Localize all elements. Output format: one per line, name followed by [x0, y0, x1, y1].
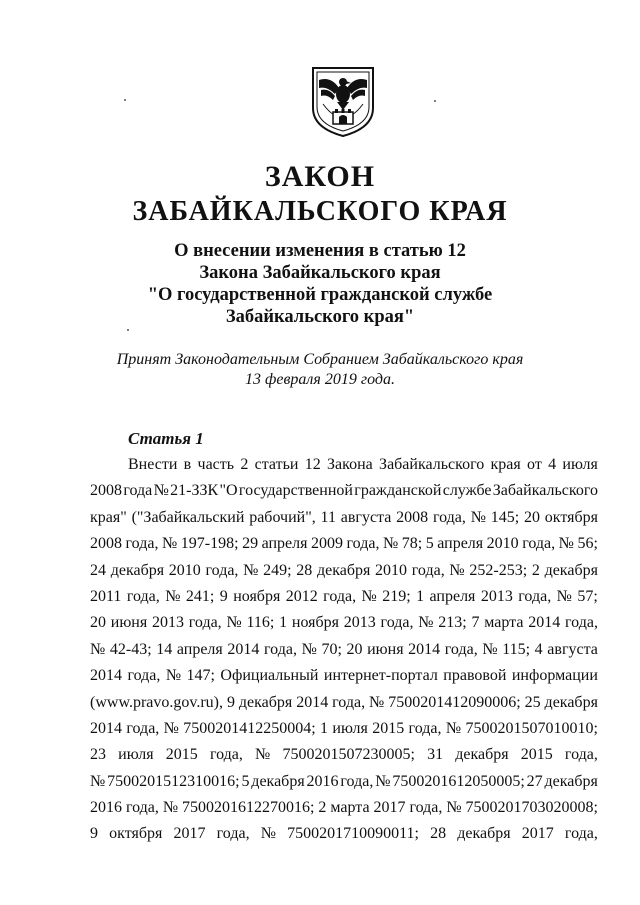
- body-word: 70;: [321, 640, 342, 658]
- body-word: 116;: [246, 614, 275, 632]
- body-line: [90, 478, 598, 504]
- body-word: 28: [430, 825, 447, 843]
- body-word: №: [255, 746, 271, 764]
- body-word: года,: [346, 535, 380, 553]
- body-word: в: [183, 456, 192, 473]
- body-word: года,: [125, 535, 159, 553]
- body-word: года,: [409, 799, 443, 817]
- body-word: 5: [241, 772, 250, 790]
- body-word: года,: [432, 508, 466, 526]
- body-line: [90, 821, 598, 847]
- body-word: 11: [320, 508, 336, 526]
- body-word: 2008: [90, 535, 122, 553]
- body-word: года,: [188, 614, 222, 632]
- body-word: года,: [209, 746, 243, 764]
- body-word: рабочий",: [249, 508, 316, 526]
- body-word: №: [470, 508, 486, 526]
- body-word: 213;: [438, 614, 467, 632]
- body-word: 2017: [521, 825, 554, 843]
- body-word: 27: [526, 772, 543, 790]
- body-word: года,: [332, 693, 366, 711]
- body-word: 78;: [401, 535, 423, 553]
- body-word: декабря: [238, 693, 293, 711]
- body-word: №: [153, 482, 169, 500]
- body-word: года,: [564, 825, 598, 843]
- article-heading: Статья 1: [128, 429, 204, 448]
- body-line: [90, 637, 598, 663]
- body-word: 197-198;: [180, 535, 239, 553]
- body-word: года,: [205, 561, 239, 579]
- body-word: декабря: [544, 561, 598, 579]
- body-word: 2014: [90, 667, 122, 685]
- body-word: №: [446, 799, 462, 817]
- body-word: 2013: [343, 614, 376, 632]
- body-word: 7500201412250004;: [183, 719, 316, 737]
- body-word: октября: [544, 508, 598, 526]
- body-word: гражданской: [354, 482, 442, 500]
- body-word: №: [361, 587, 377, 605]
- body-line: [90, 742, 598, 768]
- body-word: 7500201612270016;: [182, 799, 315, 817]
- body-word: 7500201612050005;: [392, 772, 525, 790]
- body-word: 12: [304, 456, 321, 473]
- body-word: 20: [90, 614, 106, 632]
- body-word: края": [90, 508, 127, 526]
- body-word: года,: [127, 667, 161, 685]
- scan-speck: [124, 99, 126, 101]
- body-word: 57;: [577, 587, 598, 605]
- body-word: 2008: [90, 482, 122, 500]
- body-word: марта: [330, 799, 370, 817]
- body-word: года: [123, 482, 153, 500]
- body-word: 219;: [382, 587, 411, 605]
- law-title: ЗАКОН: [264, 160, 376, 193]
- body-word: 2008: [396, 508, 429, 526]
- body-word: Забайкальского: [379, 456, 485, 473]
- body-word: октября: [109, 825, 163, 843]
- body-word: №: [556, 587, 572, 605]
- body-word: года,: [564, 746, 598, 764]
- body-word: 24: [90, 561, 106, 579]
- body-word: 1: [416, 587, 425, 605]
- body-word: №: [558, 535, 574, 553]
- body-word: №: [375, 772, 391, 790]
- body-word: 147;: [186, 667, 215, 685]
- body-word: (www.pravo.gov.ru),: [90, 693, 223, 711]
- body-word: 2015: [520, 746, 553, 764]
- body-word: 7500201512310016;: [107, 772, 240, 790]
- body-word: ноября: [291, 614, 339, 632]
- body-word: №: [301, 640, 317, 658]
- body-word: 21-ЗЗК: [170, 482, 219, 500]
- body-word: 2009: [311, 535, 343, 553]
- body-line: [90, 505, 598, 531]
- adoption-line: Принят Законодательным Собранием Забайкальского края: [116, 351, 524, 368]
- body-word: №: [90, 640, 106, 658]
- body-word: 25: [524, 693, 541, 711]
- scan-speck: [434, 100, 436, 102]
- body-word: правовой: [443, 667, 507, 685]
- body-word: №: [165, 667, 182, 685]
- body-word: 241;: [185, 587, 215, 605]
- body-word: 5: [425, 535, 434, 553]
- body-word: 9: [219, 587, 228, 605]
- body-word: 4: [534, 640, 543, 658]
- body-word: августа: [547, 640, 598, 658]
- body-word: 145;: [490, 508, 520, 526]
- body-word: декабря: [316, 561, 371, 579]
- body-line: [90, 531, 598, 557]
- body-word: августа: [340, 508, 392, 526]
- body-word: марта: [484, 614, 524, 632]
- body-word: года,: [125, 799, 159, 817]
- body-word: 14: [156, 640, 173, 658]
- body-word: информации: [511, 667, 598, 685]
- body-word: №: [90, 772, 106, 790]
- body-word: 28: [296, 561, 313, 579]
- body-word: года,: [518, 587, 552, 605]
- body-word: 2010: [375, 561, 408, 579]
- body-word: от: [527, 456, 542, 473]
- body-word: 7500201412090006;: [388, 693, 521, 711]
- body-word: 2014: [227, 640, 260, 658]
- body-word: 2012: [285, 587, 318, 605]
- body-word: государственной: [238, 482, 353, 500]
- coat-of-arms-emblem: [309, 64, 377, 138]
- subtitle-line: Забайкальского края": [225, 307, 415, 327]
- body-word: интернет-портал: [323, 667, 438, 685]
- body-word: года,: [411, 561, 445, 579]
- body-word: 56;: [577, 535, 598, 553]
- body-word: июля: [562, 456, 598, 473]
- body-line: [90, 584, 598, 610]
- body-word: 23: [90, 746, 106, 764]
- body-line: [90, 795, 598, 821]
- body-word: "О: [219, 482, 238, 500]
- body-word: 7500201507230005;: [282, 746, 415, 764]
- body-word: 2013: [151, 614, 184, 632]
- body-word: года,: [408, 719, 442, 737]
- body-line: [90, 452, 598, 478]
- body-word: июля: [118, 746, 154, 764]
- body-word: декабря: [110, 561, 165, 579]
- body-word: 252-253;: [469, 561, 528, 579]
- body-word: года,: [126, 587, 160, 605]
- body-word: декабря: [457, 825, 511, 843]
- body-word: края: [490, 456, 521, 473]
- body-word: ("Забайкальский: [131, 508, 245, 526]
- body-word: года,: [340, 772, 374, 790]
- body-word: 2016: [306, 772, 339, 790]
- body-word: №: [418, 614, 434, 632]
- subtitle-line: О внесении изменения в статью 12: [174, 241, 466, 261]
- body-word: №: [163, 719, 179, 737]
- body-word: апреля: [437, 535, 484, 553]
- body-word: 2014: [408, 640, 441, 658]
- body-word: 31: [427, 746, 444, 764]
- body-word: №: [369, 693, 385, 711]
- body-word: года,: [126, 719, 160, 737]
- body-word: Внести: [128, 456, 178, 473]
- body-word: года,: [323, 587, 357, 605]
- body-word: 2017: [173, 825, 206, 843]
- body-word: 2014: [528, 614, 561, 632]
- body-word: №: [260, 825, 276, 843]
- body-word: часть: [197, 456, 235, 473]
- body-word: 29: [242, 535, 259, 553]
- body-word: декабря: [251, 772, 305, 790]
- body-word: 7500201507010010;: [465, 719, 598, 737]
- body-line: [90, 663, 598, 689]
- body-word: 2: [318, 799, 327, 817]
- body-word: декабря: [544, 772, 598, 790]
- body-word: №: [161, 535, 178, 553]
- body-word: 2: [531, 561, 540, 579]
- subtitle-line: Закона Забайкальского края: [199, 263, 441, 283]
- body-line: [90, 610, 598, 636]
- body-word: года,: [522, 535, 556, 553]
- body-word: 9: [90, 825, 98, 843]
- body-word: года,: [444, 640, 478, 658]
- body-word: 7500201703020008;: [465, 799, 598, 817]
- body-word: июня: [367, 640, 404, 658]
- body-word: 7500201710090011;: [287, 825, 419, 843]
- body-word: 2: [240, 456, 249, 473]
- body-word: апреля: [429, 587, 476, 605]
- body-word: июля: [332, 719, 368, 737]
- body-word: декабря: [544, 693, 598, 711]
- body-word: 249;: [263, 561, 292, 579]
- body-word: №: [445, 719, 462, 737]
- body-word: ноября: [233, 587, 281, 605]
- body-word: №: [226, 614, 242, 632]
- scan-speck: [127, 329, 129, 331]
- body-line: [90, 558, 598, 584]
- body-word: Забайкальского: [492, 482, 598, 500]
- body-word: 7: [471, 614, 480, 632]
- body-word: 4: [548, 456, 557, 473]
- body-word: 2014: [296, 693, 329, 711]
- adoption-note: [0, 350, 640, 390]
- body-line: [90, 690, 598, 716]
- body-word: 20: [346, 640, 363, 658]
- body-word: №: [482, 640, 498, 658]
- body-word: года,: [380, 614, 414, 632]
- body-word: 2015: [372, 719, 405, 737]
- body-word: апреля: [176, 640, 223, 658]
- body-word: года,: [216, 825, 250, 843]
- body-word: 2014: [90, 719, 122, 737]
- body-word: Официальный: [220, 667, 319, 685]
- body-word: №: [449, 561, 465, 579]
- body-word: службе: [442, 482, 492, 500]
- article-body: [90, 452, 598, 848]
- body-word: статьи: [254, 456, 299, 473]
- body-word: года,: [565, 614, 598, 632]
- body-line: [90, 769, 598, 795]
- body-word: 42-43;: [109, 640, 152, 658]
- body-line: [90, 716, 598, 742]
- body-word: 1: [279, 614, 288, 632]
- body-word: 2010: [168, 561, 201, 579]
- body-word: 2011: [90, 587, 122, 605]
- body-word: года,: [264, 640, 297, 658]
- body-word: №: [382, 535, 399, 553]
- body-word: июня: [110, 614, 148, 632]
- law-subtitle: [0, 240, 640, 328]
- body-word: №: [165, 587, 181, 605]
- body-word: 1: [320, 719, 329, 737]
- body-word: апреля: [261, 535, 308, 553]
- body-word: 9: [226, 693, 235, 711]
- body-word: №: [162, 799, 179, 817]
- body-word: 115;: [502, 640, 531, 658]
- law-region-title: ЗАБАЙКАЛЬСКОГО КРАЯ: [132, 196, 508, 227]
- body-word: 2010: [486, 535, 519, 553]
- body-word: Закона: [327, 456, 373, 473]
- adoption-line: 13 февраля 2019 года.: [245, 371, 395, 388]
- body-word: 2016: [90, 799, 122, 817]
- body-word: 2015: [165, 746, 198, 764]
- body-word: 20: [524, 508, 540, 526]
- subtitle-line: "О государственной гражданской службе: [147, 285, 493, 305]
- body-word: декабря: [455, 746, 509, 764]
- body-word: 2017: [373, 799, 406, 817]
- body-word: 2013: [480, 587, 513, 605]
- body-word: №: [243, 561, 259, 579]
